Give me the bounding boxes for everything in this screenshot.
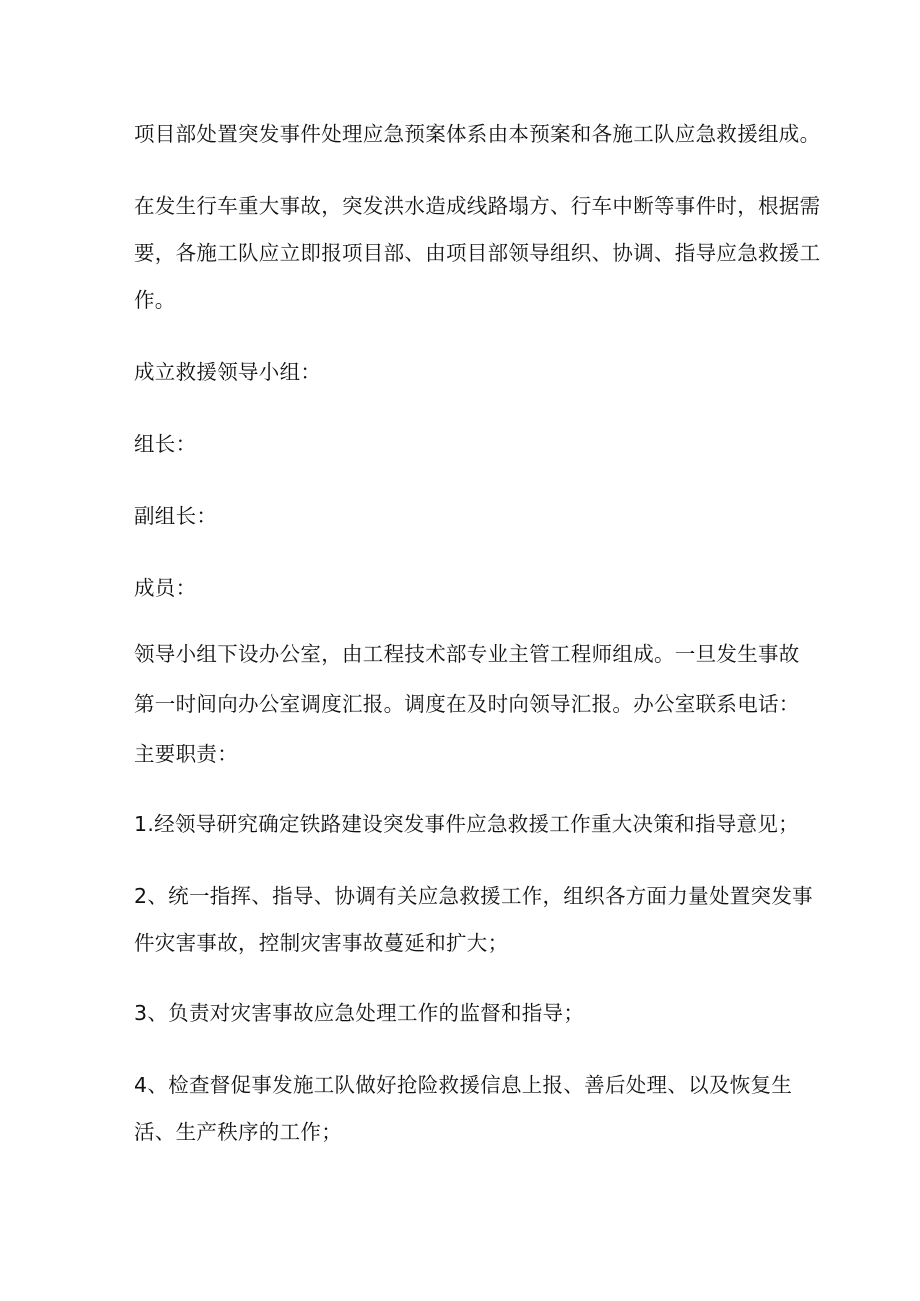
paragraph-incident-response-line-3: 作。: [134, 288, 176, 312]
paragraph-office-line-2: 第一时间向办公室调度汇报。调度在及时向领导汇报。办公室联系电话：: [134, 692, 800, 716]
label-members: 成员：: [134, 576, 197, 600]
duty-item-4-line-1: 4、检查督促事发施工队做好抢险救援信息上报、善后处理、以及恢复生: [134, 1073, 793, 1097]
label-group-leader: 组长：: [134, 432, 197, 456]
duty-item-2-line-1: 2、统一指挥、指导、协调有关应急救援工作，组织各方面力量处置突发事: [134, 884, 813, 908]
label-deputy-leader: 副组长：: [134, 504, 218, 528]
duty-item-4-line-2: 活、生产秩序的工作；: [134, 1120, 342, 1144]
duty-item-2-line-2: 件灾害事故，控制灾害事故蔓延和扩大；: [134, 931, 509, 955]
paragraph-system-composition: 项目部处置突发事件处理应急预案体系由本预案和各施工队应急救援组成。: [134, 122, 821, 146]
duty-item-1: 1.经领导研究确定铁路建设突发事件应急救援工作重大决策和指导意见；: [134, 812, 799, 836]
paragraph-incident-response-line-2: 要，各施工队应立即报项目部、由项目部领导组织、协调、指导应急救援工: [134, 241, 821, 265]
duty-item-3: 3、负责对灾害事故应急处理工作的监督和指导；: [134, 1001, 585, 1025]
paragraph-office-line-1: 领导小组下设办公室，由工程技术部专业主管工程师组成。一旦发生事故: [134, 642, 800, 666]
heading-main-duties: 主要职责：: [134, 742, 238, 766]
heading-leadership-group: 成立救援领导小组：: [134, 360, 322, 384]
paragraph-incident-response-line-1: 在发生行车重大事故，突发洪水造成线路塌方、行车中断等事件时，根据需: [134, 194, 821, 218]
